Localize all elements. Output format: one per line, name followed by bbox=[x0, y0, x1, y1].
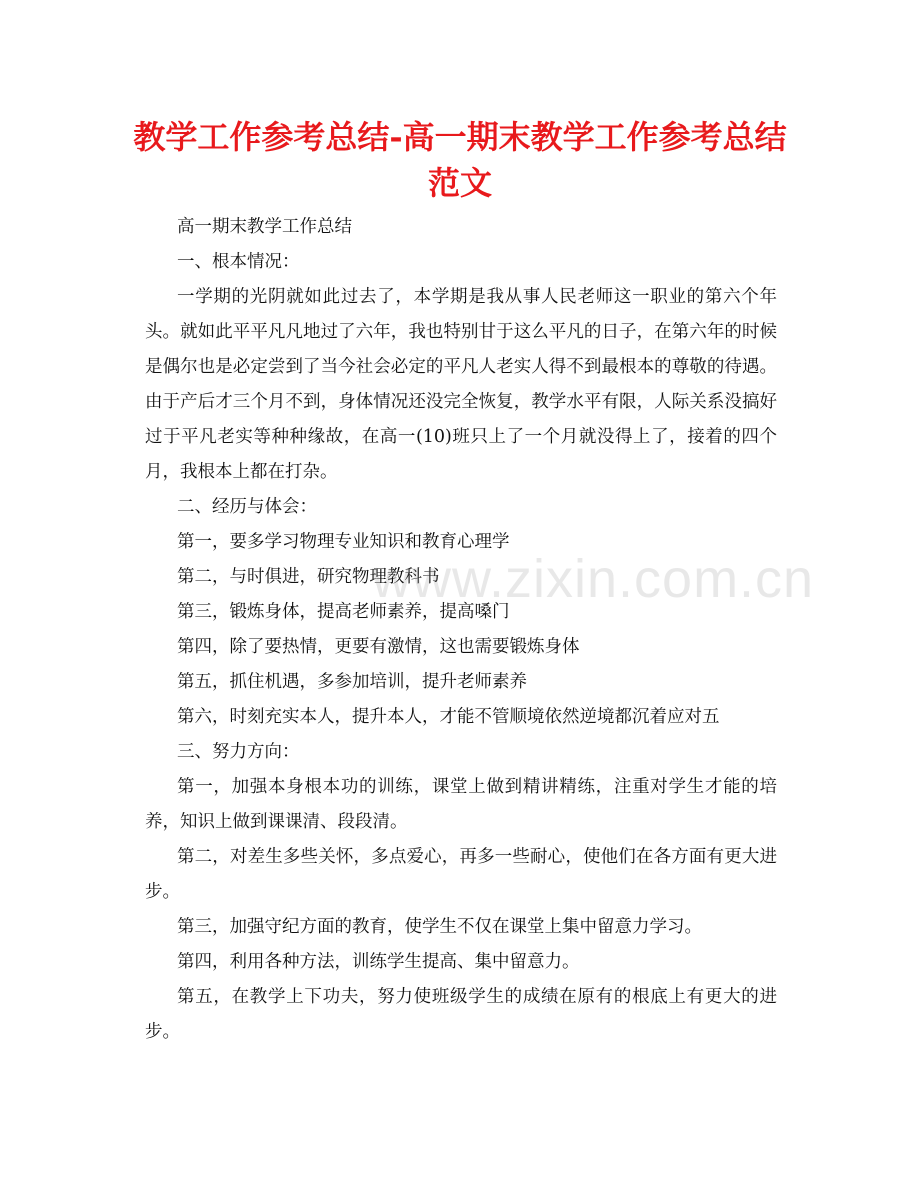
document-title: 教学工作参考总结-高一期末教学工作参考总结范文 bbox=[133, 118, 787, 202]
list-item: 第一，要多学习物理专业知识和教育心理学 bbox=[177, 532, 510, 552]
list-item: 第三，锻炼身体，提高老师素养，提高嗓门 bbox=[177, 602, 510, 622]
document-body bbox=[145, 210, 777, 1050]
paragraph: 一学期的光阴就如此过去了，本学期是我从事人民老师这一职业的第六个年头。就如此平平凡凡地过了六年，我也特别甘于这么平凡的日子，在第六年的时候是偶尔也是必定尝到了当今社会必定的平凡人老实人得不到最根本的尊敬的待遇。由于产后才三个月不到，身体情况还没完全恢复，教学水平有限，人际关系没搞好过于平凡老实等种种缘故，在高一(10)班只上了一个月就没得上了，接着的四个月，我根本上都在打杂。 bbox=[145, 287, 777, 482]
list-item: 第四，除了要热情，更要有激情，这也需要锻炼身体 bbox=[177, 637, 580, 657]
list-item: 第二，与时俱进，研究物理教科书 bbox=[177, 567, 440, 587]
list-item: 第六，时刻充实本人，提升本人，才能不管顺境依然逆境都沉着应对五 bbox=[177, 707, 720, 727]
section-heading: 一、根本情况： bbox=[177, 252, 300, 272]
list-item: 第三，加强守纪方面的教育，使学生不仅在课堂上集中留意力学习。 bbox=[177, 917, 702, 937]
list-item: 第五，抓住机遇，多参加培训，提升老师素养 bbox=[177, 672, 527, 692]
list-item: 第四，利用各种方法，训练学生提高、集中留意力。 bbox=[177, 952, 580, 972]
list-item: 第五，在教学上下功夫，努力使班级学生的成绩在原有的根底上有更大的进步。 bbox=[145, 987, 777, 1042]
section-heading: 三、努力方向： bbox=[177, 742, 300, 762]
section-heading: 二、经历与体会： bbox=[177, 497, 317, 517]
section-heading: 高一期末教学工作总结 bbox=[177, 217, 352, 237]
list-item: 第一，加强本身根本功的训练，课堂上做到精讲精练，注重对学生才能的培养，知识上做到课课清、段段清。 bbox=[145, 777, 777, 832]
list-item: 第二，对差生多些关怀，多点爱心，再多一些耐心，使他们在各方面有更大进步。 bbox=[145, 847, 777, 902]
watermark: www.zixin.com.cn bbox=[372, 549, 815, 609]
